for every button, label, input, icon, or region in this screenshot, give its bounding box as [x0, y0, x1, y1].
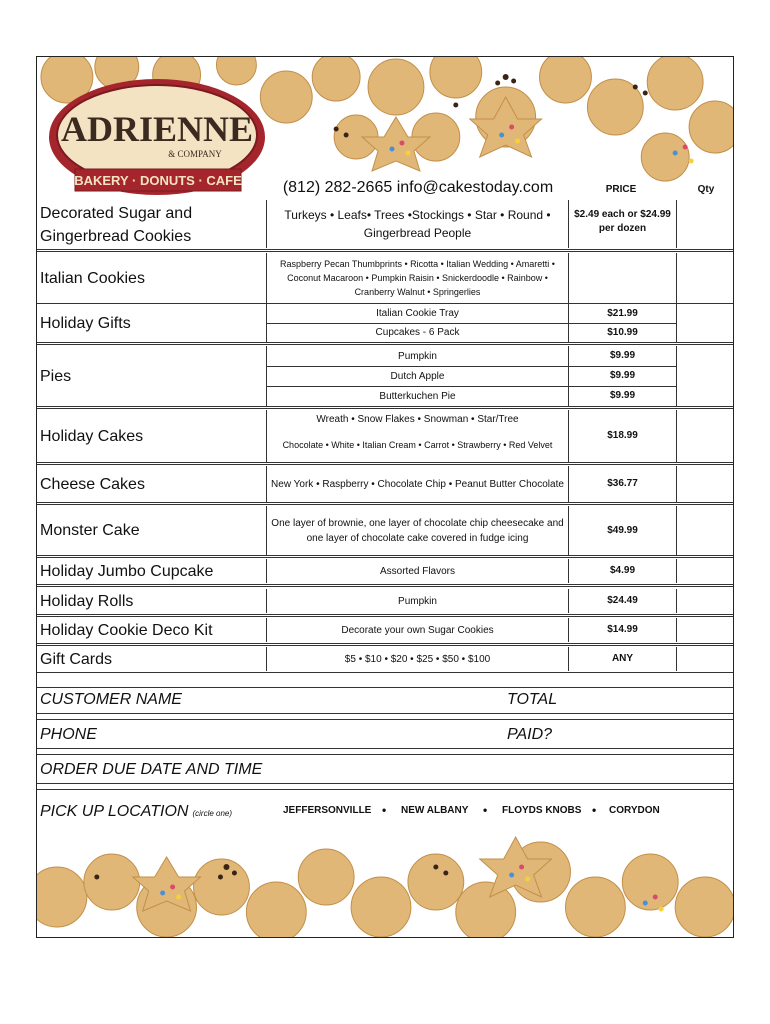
item-description: Butterkuchen Pie [266, 386, 568, 406]
category-label: Holiday Cookie Deco Kit [40, 621, 213, 639]
item-description: Wreath • Snow Flakes • Snowman • Star/Tree [266, 410, 568, 428]
category-label: Cheese Cakes [40, 475, 145, 493]
category-label: Holiday Cakes [40, 427, 144, 445]
location-option-new-albany[interactable]: NEW ALBANY [401, 805, 469, 816]
divider [37, 783, 733, 784]
location-option-floyds-knobs[interactable]: FLOYDS KNOBS [502, 805, 582, 816]
item-description: Italian Cookie Tray [266, 304, 568, 323]
category-label: Gift Cards [40, 650, 113, 668]
menu-row [37, 506, 734, 555]
item-price: $9.99 [568, 366, 676, 386]
category-label: Decorated Sugar and Gingerbread Cookies [40, 205, 193, 245]
contact-info: (812) 282-2665 info@cakestoday.com [282, 179, 554, 196]
item-price: $24.49 [568, 589, 676, 613]
menu-row [37, 346, 734, 406]
qty-cell[interactable] [676, 618, 734, 642]
item-price: $21.99 [568, 304, 676, 323]
qty-cell[interactable] [676, 253, 734, 303]
divider [37, 406, 733, 409]
bullet-separator: • [382, 803, 387, 817]
qty-cell[interactable] [676, 589, 734, 613]
qty-cell[interactable] [676, 346, 734, 406]
item-description: Turkeys • Leafs• Trees •Stockings • Star • Round • Gingerbread People [266, 200, 568, 248]
divider [37, 555, 733, 558]
bullet-separator: • [592, 803, 597, 817]
item-price: $9.99 [568, 346, 676, 366]
qty-cell[interactable] [676, 466, 734, 502]
total-field[interactable]: TOTAL [507, 691, 558, 708]
order-due-field[interactable]: ORDER DUE DATE AND TIME [40, 761, 263, 778]
menu-row [37, 253, 734, 303]
customer-name-field[interactable]: CUSTOMER NAME [40, 691, 182, 708]
divider [37, 754, 733, 755]
category-label: Pies [40, 367, 72, 385]
qty-cell[interactable] [676, 304, 734, 342]
item-price: $2.49 each or $24.99 per dozen [568, 200, 676, 248]
item-price: $4.99 [568, 559, 676, 583]
pickup-location-label [40, 803, 232, 821]
item-price: $18.99 [568, 410, 676, 462]
location-option-jeffersonville[interactable]: JEFFERSONVILLE [283, 805, 372, 816]
price-column-header: PRICE [605, 184, 637, 195]
category-label: Italian Cookies [40, 269, 145, 287]
logo-brand-text: ADRIENNE [60, 109, 254, 149]
item-description: Assorted Flavors [266, 559, 568, 583]
item-description: Dutch Apple [266, 366, 568, 386]
logo-tagline: BAKERY · DONUTS · CAFE [74, 173, 242, 188]
location-option-corydon[interactable]: CORYDON [609, 805, 660, 816]
divider [37, 719, 733, 720]
item-description: $5 • $10 • $20 • $25 • $50 • $100 [266, 647, 568, 671]
pickup-hint: (circle one) [192, 809, 233, 818]
logo-brand-sub: & COMPANY [168, 149, 222, 159]
menu-row [37, 200, 734, 250]
divider [37, 713, 733, 714]
menu-row [37, 647, 734, 671]
qty-cell[interactable] [676, 200, 734, 248]
item-description: Cupcakes - 6 Pack [266, 323, 568, 342]
phone-field[interactable]: PHONE [40, 726, 97, 743]
item-description: Raspberry Pecan Thumbprints • Ricotta • Italian Wedding • Amaretti • Coconut Macaroon • Pumpkin Raisin • Snickerdoodle • Rainbow • Cranberry Walnut • Springerlies [266, 253, 568, 303]
divider [37, 687, 733, 688]
qty-cell[interactable] [676, 506, 734, 555]
qty-cell[interactable] [676, 410, 734, 462]
item-price: ANY [568, 647, 676, 671]
divider [37, 342, 733, 345]
divider [37, 584, 733, 587]
item-description: New York • Raspberry • Chocolate Chip • Peanut Butter Chocolate [266, 466, 568, 502]
menu-row [37, 589, 734, 613]
pickup-label-text: PICK UP LOCATION [40, 803, 189, 820]
menu-row [37, 410, 734, 462]
divider [37, 672, 733, 673]
divider [37, 462, 733, 465]
item-price: $49.99 [568, 506, 676, 555]
cookie-banner-bottom [37, 827, 733, 937]
category-label: Holiday Gifts [40, 314, 131, 332]
item-price: $36.77 [568, 466, 676, 502]
bakery-logo [45, 77, 270, 202]
item-description: Pumpkin [266, 346, 568, 366]
menu-row [37, 618, 734, 642]
divider [37, 748, 733, 749]
item-price: $14.99 [568, 618, 676, 642]
divider [37, 789, 733, 790]
item-price: $10.99 [568, 323, 676, 342]
category-label: Monster Cake [40, 522, 140, 539]
item-description: One layer of brownie, one layer of chocolate chip cheesecake and one layer of chocolate cake covered in fudge icing [266, 506, 568, 555]
bullet-separator: • [483, 803, 488, 817]
menu-row [37, 559, 734, 583]
divider [37, 249, 733, 252]
item-description: Chocolate • White • Italian Cream • Carrot • Strawberry • Red Velvet [266, 428, 568, 462]
item-price [568, 253, 676, 303]
divider [37, 643, 733, 646]
category-label: Holiday Rolls [40, 592, 134, 610]
item-description: Decorate your own Sugar Cookies [266, 618, 568, 642]
divider [37, 502, 733, 505]
paid-field[interactable]: PAID? [507, 726, 553, 743]
menu-row [37, 466, 734, 502]
qty-cell[interactable] [676, 647, 734, 671]
qty-column-header: Qty [697, 184, 715, 195]
qty-cell[interactable] [676, 559, 734, 583]
divider [37, 614, 733, 617]
order-form-sheet [36, 56, 734, 938]
menu-row [37, 304, 734, 342]
item-price: $9.99 [568, 386, 676, 406]
item-description: Pumpkin [266, 589, 568, 613]
category-label: Holiday Jumbo Cupcake [40, 562, 214, 580]
